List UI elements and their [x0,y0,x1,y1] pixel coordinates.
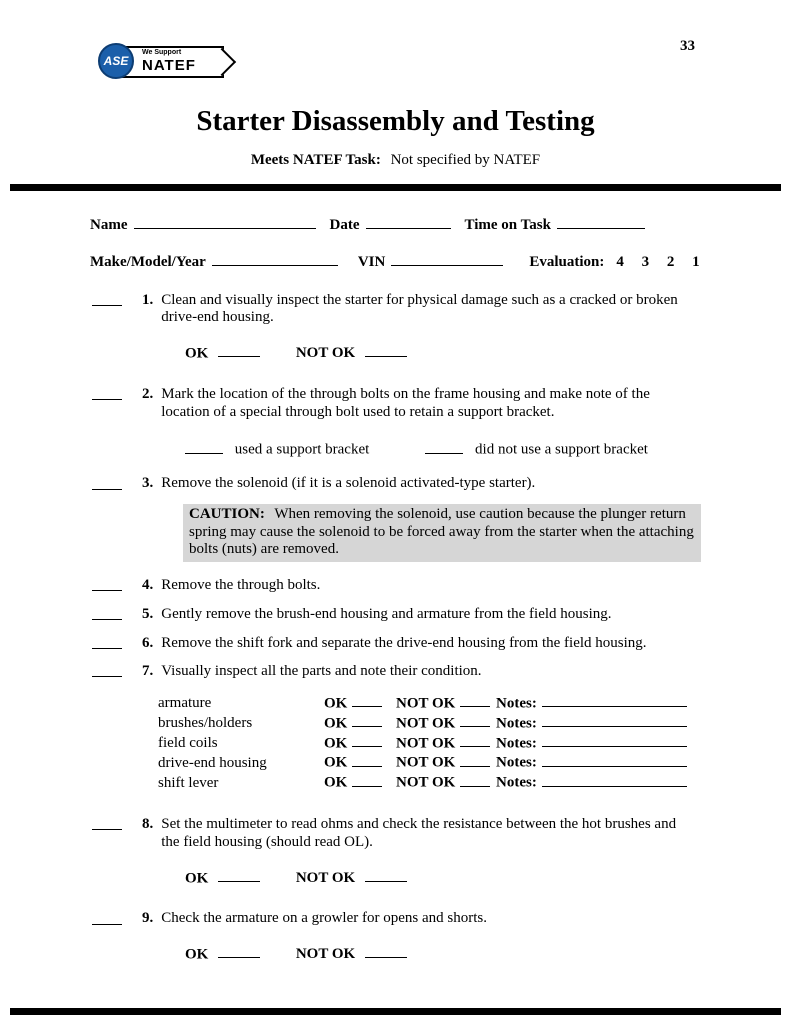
logo-we-support-text: We Support [142,49,182,56]
ok-label: OK [185,869,209,886]
part-name: field coils [158,734,218,751]
not-ok-label: NOT OK [295,946,356,963]
page-header [0,0,791,84]
parts-inspection-table [158,693,701,792]
no-bracket-blank[interactable] [425,439,463,453]
field-coils-notes-blank[interactable] [542,733,687,747]
drive-end-not-ok-blank[interactable] [460,752,490,766]
ok-label: OK [185,345,209,362]
not-ok-label: NOT OK [396,774,456,791]
part-row-drive-end-housing [158,752,701,772]
task-item-4 [92,577,701,595]
caution-label: CAUTION: [189,506,265,523]
bottom-divider [10,1008,781,1015]
task-6-text: Remove the shift fork and separate the drive-end housing from the field housing. [161,634,647,651]
task-3-text: Remove the solenoid (if it is a solenoid activated-type starter). [161,475,536,492]
vin-label: VIN [357,254,386,271]
shift-lever-ok-blank[interactable] [352,772,382,786]
task-item-2 [92,386,701,421]
brushes-ok-blank[interactable] [352,713,382,727]
make-model-year-label: Make/Model/Year [90,254,206,271]
time-on-task-label: Time on Task [464,217,551,234]
task-7-status-blank[interactable] [92,663,122,677]
task-5-text: Gently remove the brush-end housing and armature from the field housing. [161,605,612,622]
natef-ase-logo [98,38,248,84]
worksheet-body [0,191,791,964]
task-1-ok-blank[interactable] [218,343,260,357]
make-model-year-blank[interactable] [212,252,338,266]
shift-lever-not-ok-blank[interactable] [460,772,490,786]
evaluation-label: Evaluation: [529,254,605,271]
task-1-ok-line [185,343,701,363]
task-4-status-blank[interactable] [92,577,122,591]
task-item-8 [92,816,701,851]
notes-label: Notes: [496,734,537,751]
task-7-text: Visually inspect all the parts and note their condition. [161,663,482,680]
task-9-ok-line [185,944,701,964]
task-2-text: Mark the location of the through bolts on the frame housing and make note of the location of a special through bolt used to retain a support bracket. [161,386,650,420]
task-9-text: Check the armature on a growler for opens and shorts. [161,910,487,927]
used-bracket-label: used a support bracket [234,441,370,458]
task-item-5 [92,606,701,624]
task-5-status-blank[interactable] [92,606,122,620]
armature-not-ok-blank[interactable] [460,693,490,707]
date-blank[interactable] [366,215,451,229]
task-6-number: 6. [142,634,154,651]
part-row-brushes [158,713,701,733]
task-4-number: 4. [142,577,154,594]
not-ok-label: NOT OK [295,345,356,362]
natef-task-value: Not specified by NATEF [390,152,541,169]
part-row-armature [158,693,701,713]
ok-label: OK [324,734,348,751]
task-item-1 [92,292,701,327]
caution-text: When removing the solenoid, use caution because the plunger return spring may cause the solenoid to be forced away from the starter when the attaching bolts (nuts) are removed. [189,506,694,558]
logo-natef-text: NATEF [142,57,196,75]
task-2-number: 2. [142,386,154,403]
natef-task-label: Meets NATEF Task: [250,152,381,169]
part-name: brushes/holders [158,715,253,731]
ok-label: OK [324,754,348,771]
top-divider [10,184,781,191]
task-8-text: Set the multimeter to read ohms and check the resistance between the hot brushes and the field housing (should read OL). [161,816,677,850]
task-item-9 [92,910,701,928]
task-8-status-blank[interactable] [92,816,122,830]
form-row-identity [90,215,701,235]
task-3-number: 3. [142,475,154,492]
ok-label: OK [324,695,348,712]
page-title: Starter Disassembly and Testing [196,105,595,137]
part-name: armature [158,695,212,712]
drive-end-notes-blank[interactable] [542,752,687,766]
used-bracket-option [185,439,369,459]
evaluation-scale: 4 3 2 1 [616,254,700,271]
field-coils-not-ok-blank[interactable] [460,733,490,747]
part-name: shift lever [158,774,219,791]
vin-blank[interactable] [391,252,503,266]
not-ok-label: NOT OK [396,754,456,771]
task-9-not-ok-blank[interactable] [365,944,407,958]
notes-label: Notes: [496,695,537,712]
task-item-3 [92,475,701,493]
no-bracket-label: did not use a support bracket [475,441,648,458]
form-row-vehicle [90,252,701,272]
notes-label: Notes: [496,715,537,731]
part-row-shift-lever [158,772,701,792]
task-9-ok-blank[interactable] [218,944,260,958]
task-8-not-ok-blank[interactable] [365,868,407,882]
field-coils-ok-blank[interactable] [352,733,382,747]
armature-notes-blank[interactable] [542,693,687,707]
part-name: drive-end housing [158,754,267,771]
not-ok-label: NOT OK [396,695,456,712]
task-item-6 [92,635,701,653]
caution-box [183,504,701,562]
name-label: Name [90,217,128,234]
task-2-status-blank[interactable] [92,386,122,400]
task-1-status-blank[interactable] [92,292,122,306]
task-1-text: Clean and visually inspect the starter for physical damage such as a cracked or broken drive-end housing. [161,291,678,326]
part-row-field-coils [158,733,701,753]
task-8-ok-line [185,868,701,888]
task-2-bracket-options [185,439,701,459]
task-3-status-blank[interactable] [92,475,122,489]
shift-lever-notes-blank[interactable] [542,772,687,786]
ok-label: OK [185,946,209,963]
task-5-number: 5. [142,605,154,622]
date-label: Date [329,217,360,234]
task-8-number: 8. [142,816,154,833]
armature-ok-blank[interactable] [352,693,382,707]
ok-label: OK [324,774,348,791]
task-7-number: 7. [142,663,154,680]
used-bracket-blank[interactable] [185,439,223,453]
task-1-not-ok-blank[interactable] [365,343,407,357]
ok-label: OK [324,715,348,731]
task-8-ok-blank[interactable] [218,868,260,882]
name-blank[interactable] [134,215,316,229]
not-ok-label: NOT OK [396,715,456,731]
time-on-task-blank[interactable] [557,215,645,229]
task-1-number: 1. [142,291,154,308]
task-9-status-blank[interactable] [92,910,122,924]
notes-label: Notes: [496,754,537,771]
brushes-not-ok-blank[interactable] [460,713,490,727]
task-9-number: 9. [142,910,154,927]
ase-logo-icon: ASE [98,43,134,79]
page-number: 33 [680,38,695,54]
not-ok-label: NOT OK [295,869,356,886]
task-4-text: Remove the through bolts. [161,577,321,594]
natef-task-line [0,152,791,170]
no-bracket-option [425,439,648,459]
not-ok-label: NOT OK [396,734,456,751]
task-item-7 [92,663,701,681]
brushes-notes-blank[interactable] [542,713,687,727]
notes-label: Notes: [496,774,537,791]
task-6-status-blank[interactable] [92,635,122,649]
drive-end-ok-blank[interactable] [352,752,382,766]
